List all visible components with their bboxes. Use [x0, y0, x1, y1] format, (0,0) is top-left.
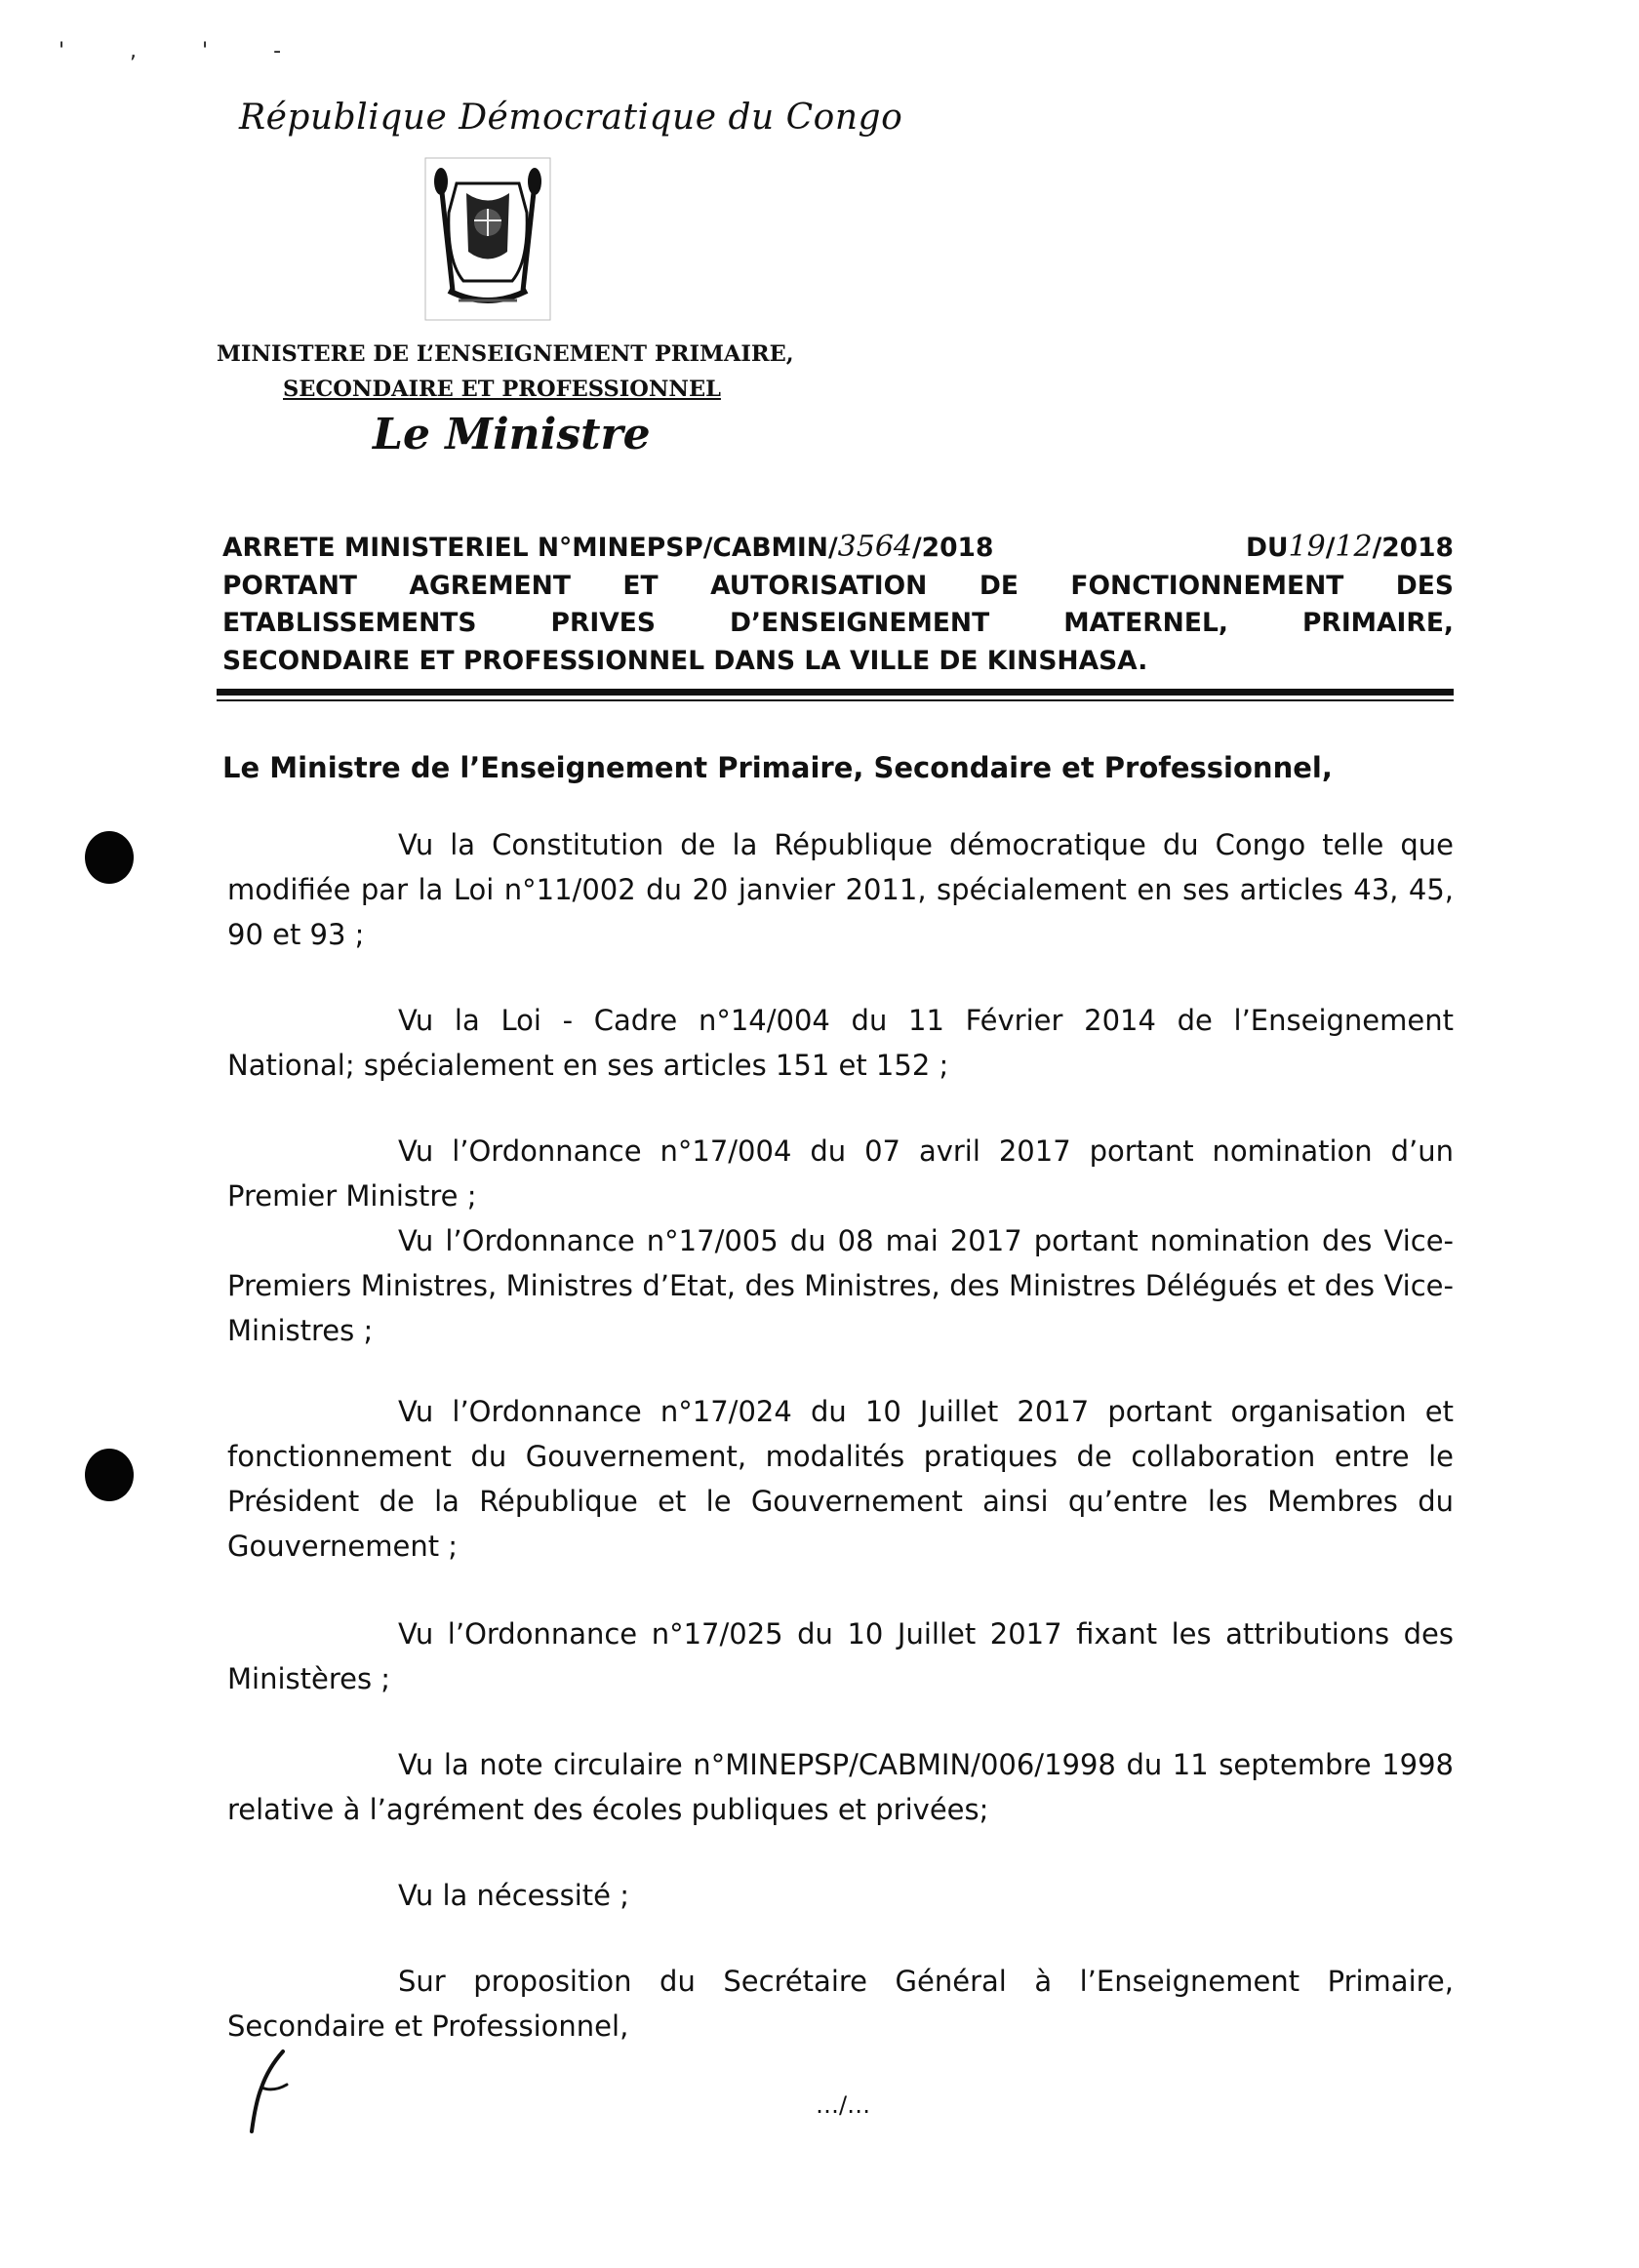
- paragraph-ordonnance-005: Vu l’Ordonnance n°17/005 du 08 mai 2017 portant nomination des Vice-Premiers Ministres, Ministres d’Etat, des Ministres, des Ministres Délégués et des Vice-Ministres ;: [227, 1224, 1454, 1347]
- title-rule-thick: [217, 689, 1454, 696]
- handwritten-month: 12: [1335, 530, 1373, 564]
- coat-of-arms-emblem: [420, 154, 556, 325]
- ministry-name: [217, 337, 794, 407]
- title-line1: [222, 529, 1454, 568]
- title-line4: SECONDAIRE ET PROFESSIONNEL DANS LA VILLE DE KINSHASA.: [222, 645, 1148, 676]
- ministry-line2: SECONDAIRE ET PROFESSIONNEL: [283, 377, 721, 402]
- page-continuation: …/…: [816, 2091, 871, 2119]
- minister-heading: Le Ministre de l’Enseignement Primaire, Secondaire et Professionnel,: [222, 751, 1333, 784]
- scan-specks: ' , ' -: [59, 39, 311, 63]
- paragraph-constitution: Vu la Constitution de la République démocratique du Congo telle que modifiée par la Loi n°11/002 du 20 janvier 2011, spécialement en ses articles 43, 45, 90 et 93 ;: [227, 828, 1454, 951]
- decree-title: [222, 529, 1454, 680]
- title-line3: ETABLISSEMENTS PRIVES D’ENSEIGNEMENT MATERNEL, PRIMAIRE,: [222, 608, 1454, 638]
- handwritten-day: 19: [1288, 530, 1326, 564]
- paragraph-proposition: Sur proposition du Secrétaire Général à l’Enseignement Primaire, Secondaire et Professionnel,: [227, 1965, 1454, 2043]
- paragraph-necessite: Vu la nécessité ;: [398, 1879, 629, 1912]
- title-date: DU19/12/2018: [1245, 530, 1454, 564]
- paragraph-ordonnance-024: Vu l’Ordonnance n°17/024 du 10 Juillet 2017 portant organisation et fonctionnement du Gouvernement, modalités pratiques de collaboration entre le Président de la République et le Gouvernement ainsi qu’entre les Membres du Gouvernement ;: [227, 1395, 1454, 1563]
- ministry-line1: MINISTERE DE L’ENSEIGNEMENT PRIMAIRE,: [217, 341, 794, 367]
- initial-mark: [244, 2044, 298, 2136]
- handwritten-number: 3564: [837, 530, 912, 564]
- punch-hole-bottom: [85, 1449, 134, 1501]
- paragraph-ordonnance-004: Vu l’Ordonnance n°17/004 du 07 avril 2017 portant nomination d’un Premier Ministre ;: [227, 1134, 1454, 1213]
- title-prefix: ARRETE MINISTERIEL N°MINEPSP/CABMIN/3564/2018: [222, 530, 994, 564]
- title-rule-thin: [217, 699, 1454, 701]
- paragraph-ordonnance-025: Vu l’Ordonnance n°17/025 du 10 Juillet 2017 fixant les attributions des Ministères ;: [227, 1617, 1454, 1695]
- paragraph-loi-cadre: Vu la Loi - Cadre n°14/004 du 11 Février 2014 de l’Enseignement National; spécialement en ses articles 151 et 152 ;: [227, 1004, 1454, 1082]
- title-line2: PORTANT AGREMENT ET AUTORISATION DE FONCTIONNEMENT DES: [222, 570, 1454, 601]
- paragraph-note-circulaire: Vu la note circulaire n°MINEPSP/CABMIN/006/1998 du 11 septembre 1998 relative à l’agrément des écoles publiques et privées;: [227, 1748, 1454, 1826]
- punch-hole-top: [85, 831, 134, 884]
- le-ministre-heading: Le Ministre: [373, 410, 651, 459]
- republic-title: République Démocratique du Congo: [239, 98, 903, 138]
